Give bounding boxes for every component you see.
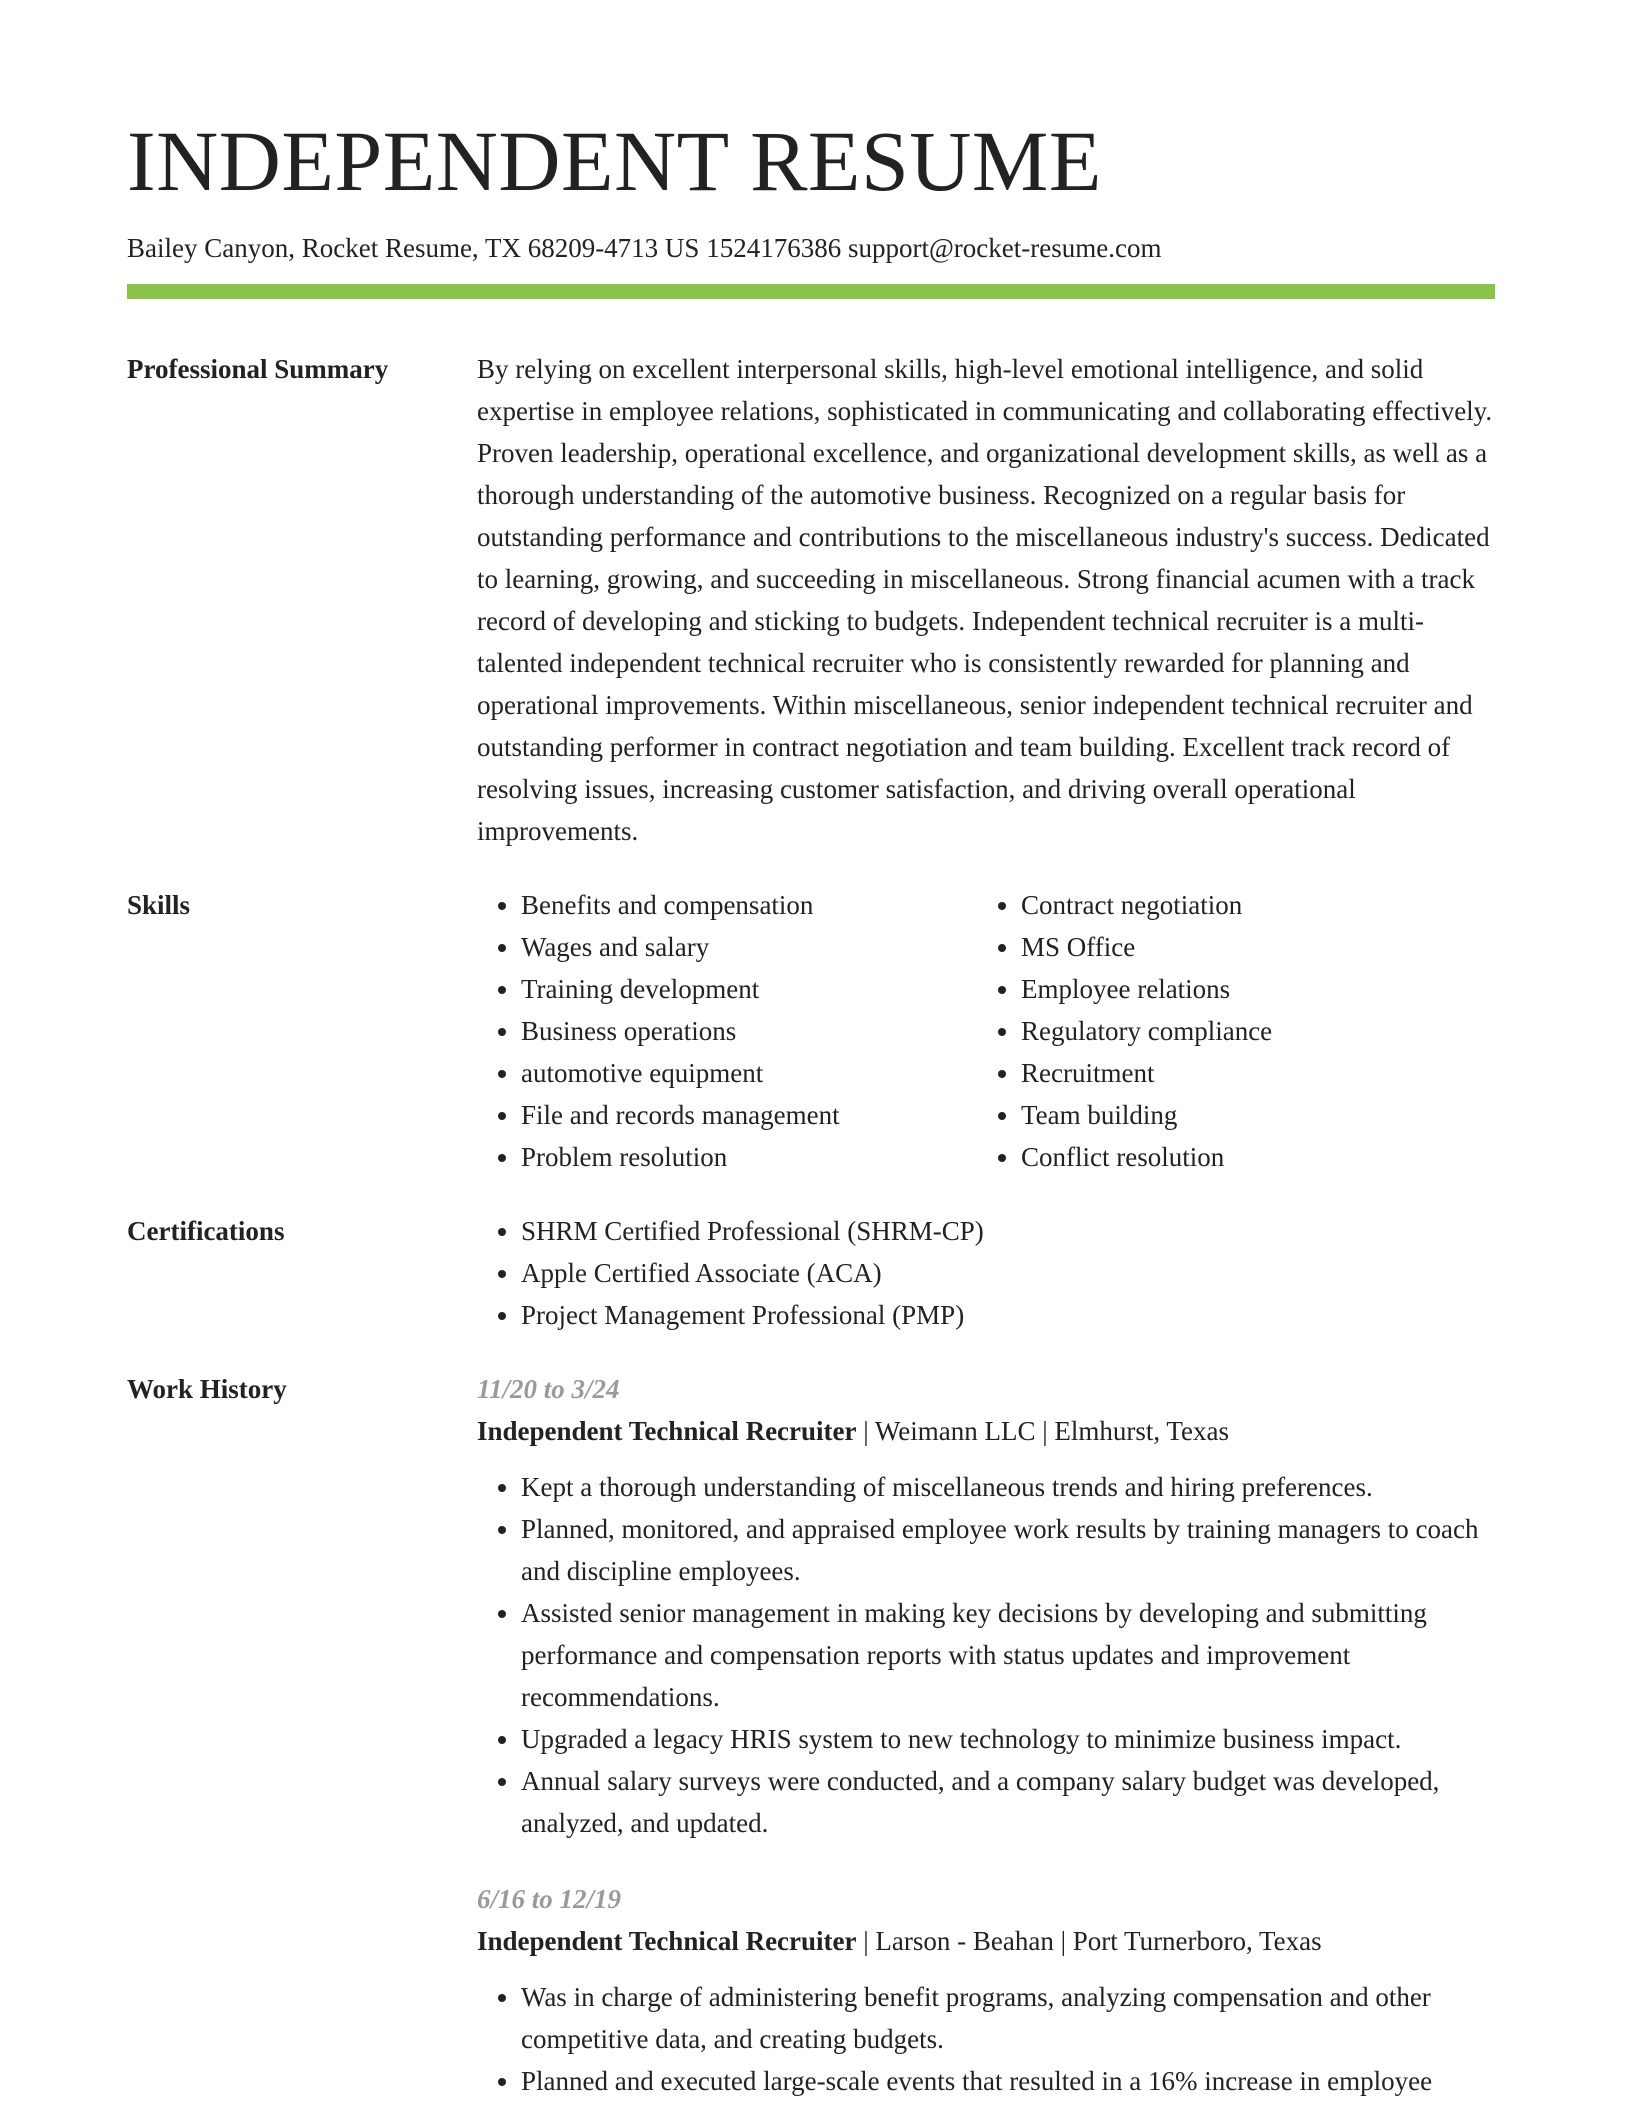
- skills-heading: Skills: [127, 890, 191, 920]
- job-title: Independent Technical Recruiter: [477, 1416, 857, 1446]
- job-bullet: • Kept a thorough understanding of miscellaneous trends and hiring preferences.: [521, 1466, 1495, 1508]
- certification-item: • Project Management Professional (PMP): [521, 1294, 1495, 1336]
- resume-name: INDEPENDENT RESUME: [127, 113, 1102, 209]
- skill-item: • Contract negotiation: [1021, 884, 1477, 926]
- skill-item: • File and records management: [521, 1094, 977, 1136]
- work-history-section: [127, 1368, 1495, 2102]
- job-bullet: • Upgraded a legacy HRIS system to new technology to minimize business impact.: [521, 1718, 1495, 1760]
- summary-text: By relying on excellent interpersonal skills, high-level emotional intelligence, and solid expertise in employee relations, sophisticated in communicating and collaborating effectively. Proven leadership, operational excellence, and organizational development skills, as well as a thorough understanding of the automotive business. Recognized on a regular basis for outstanding performance and contributions to the miscellaneous industry's success. Dedicated to learning, growing, and succeeding in miscellaneous. Strong financial acumen with a track record of developing and sticking to budgets. Independent technical recruiter is a multi-talented independent technical recruiter who is consistently rewarded for planning and operational improvements. Within miscellaneous, senior independent technical recruiter and outstanding performer in contract negotiation and team building. Excellent track record of resolving issues, increasing customer satisfaction, and driving overall operational improvements.: [477, 354, 1493, 846]
- job-employer-location: | Weimann LLC | Elmhurst, Texas: [856, 1416, 1229, 1446]
- skill-item: • Conflict resolution: [1021, 1136, 1477, 1178]
- certification-item: • SHRM Certified Professional (SHRM-CP): [521, 1210, 1495, 1252]
- certification-item: • Apple Certified Associate (ACA): [521, 1252, 1495, 1294]
- job-entry: [477, 1878, 1495, 2102]
- skill-item: • Recruitment: [1021, 1052, 1477, 1094]
- job-bullet: • Annual salary surveys were conducted, and a company salary budget was developed, analyzed, and updated.: [521, 1760, 1495, 1844]
- skill-item: • MS Office: [1021, 926, 1477, 968]
- contact-line: Bailey Canyon, Rocket Resume, TX 68209-4713 US 1524176386 support@rocket-resume.com: [127, 233, 1162, 263]
- skill-item: • Training development: [521, 968, 977, 1010]
- resume-sections: [127, 348, 1495, 2102]
- skills-body: [477, 884, 1495, 1178]
- job-bullet: • Planned, monitored, and appraised employee work results by training managers to coach and discipline employees.: [521, 1508, 1495, 1592]
- skill-item: • Regulatory compliance: [1021, 1010, 1477, 1052]
- skills-column-left: [477, 884, 977, 1178]
- header-divider: [127, 284, 1495, 299]
- job-bullets: [477, 1976, 1495, 2102]
- skill-item: • Benefits and compensation: [521, 884, 977, 926]
- work-history-body: [477, 1368, 1495, 2102]
- job-employer-location: | Larson - Beahan | Port Turnerboro, Texas: [856, 1926, 1322, 1956]
- certifications-section: [127, 1210, 1495, 1336]
- skill-item: • Business operations: [521, 1010, 977, 1052]
- job-bullets: [477, 1466, 1495, 1844]
- job-heading: [477, 1920, 1495, 1962]
- summary-body: [477, 348, 1495, 852]
- job-title: Independent Technical Recruiter: [477, 1926, 857, 1956]
- work-history-heading: Work History: [127, 1374, 287, 1404]
- job-dates: 6/16 to 12/19: [477, 1884, 622, 1914]
- job-dates: 11/20 to 3/24: [477, 1374, 620, 1404]
- summary-heading: Professional Summary: [127, 354, 389, 384]
- certifications-heading: Certifications: [127, 1216, 285, 1246]
- skills-section: [127, 884, 1495, 1178]
- job-bullet: • Planned and executed large-scale events that resulted in a 16% increase in employee: [521, 2060, 1495, 2102]
- job-bullet: • Was in charge of administering benefit programs, analyzing compensation and other competitive data, and creating budgets.: [521, 1976, 1495, 2060]
- certifications-body: [477, 1210, 1495, 1336]
- skill-item: • automotive equipment: [521, 1052, 977, 1094]
- job-entry: [477, 1368, 1495, 1844]
- skill-item: • Team building: [1021, 1094, 1477, 1136]
- skill-item: • Employee relations: [1021, 968, 1477, 1010]
- skill-item: • Wages and salary: [521, 926, 977, 968]
- summary-section: [127, 348, 1495, 852]
- job-heading: [477, 1410, 1495, 1452]
- skills-column-right: [977, 884, 1477, 1178]
- skill-item: • Problem resolution: [521, 1136, 977, 1178]
- job-bullet: • Assisted senior management in making key decisions by developing and submitting performance and compensation reports with status updates and improvement recommendations.: [521, 1592, 1495, 1718]
